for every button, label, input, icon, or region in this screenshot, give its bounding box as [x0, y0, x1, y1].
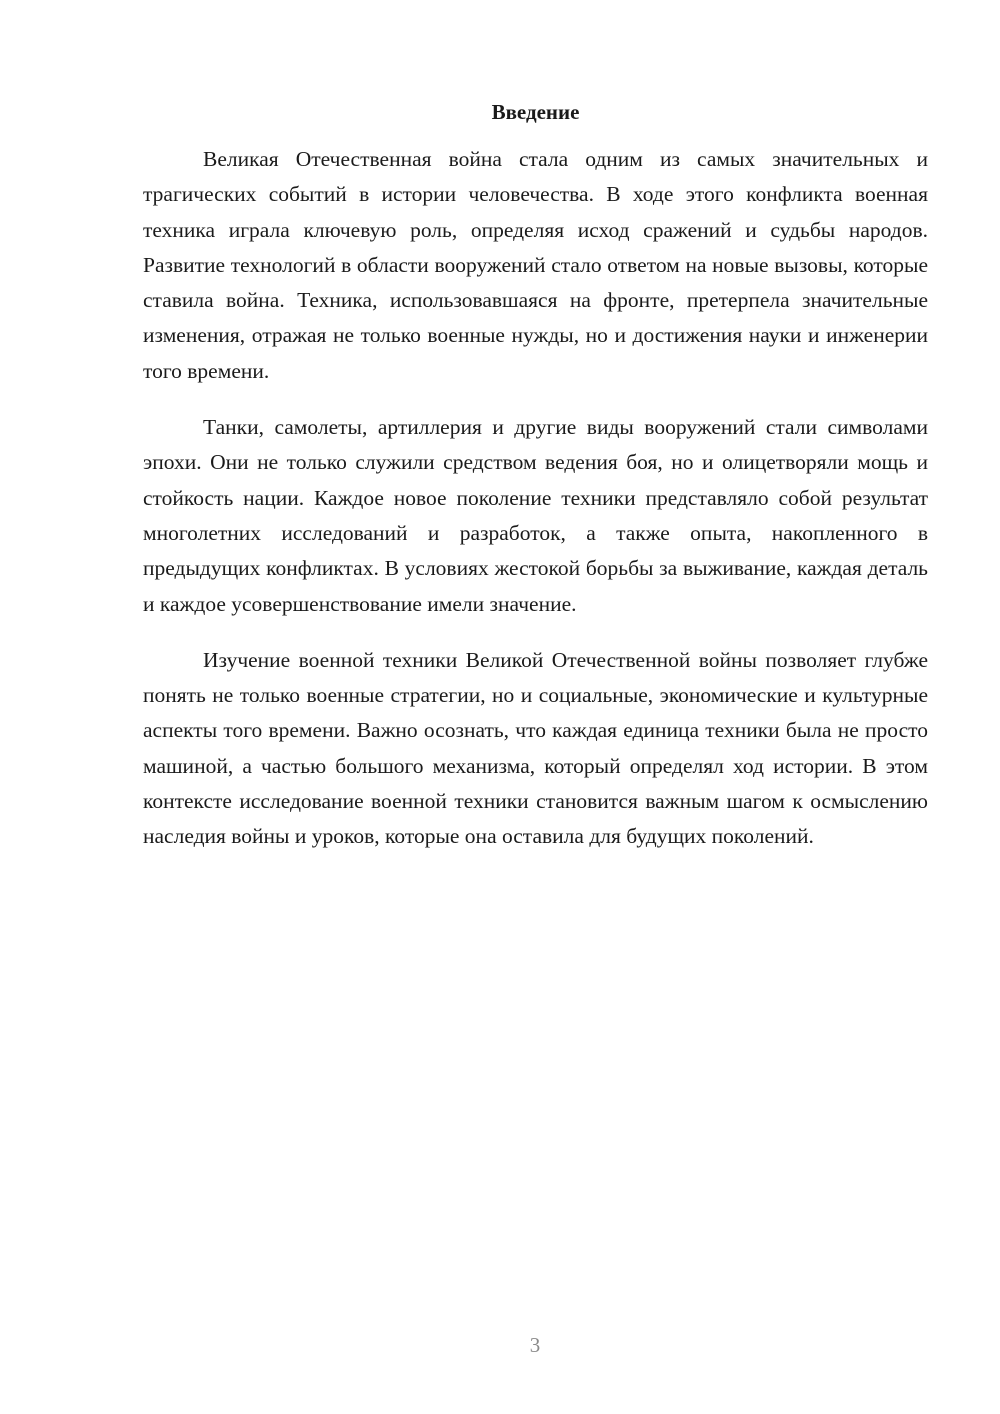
paragraph-3: Изучение военной техники Великой Отечественной войны позволяет глубже понять не только военные стратегии, но и социальные, экономические и культурные аспекты того времени. Важно осознать, что каждая единица техники была не просто машиной, а частью большого механизма, который определял ход истории. В этом контексте исследование военной техники становится важным шагом к осмыслению наследия войны и уроков, которые она оставила для будущих поколений. — [143, 647, 928, 849]
paragraph-2: Танки, самолеты, артиллерия и другие виды вооружений стали символами эпохи. Они не только служили средством ведения боя, но и олицетворяли мощь и стойкость нации. Каждое новое поколение техники представляло собой результат многолетних исследований и разработок, а также опыта, накопленного в предыдущих конфликтах. В условиях жестокой борьбы за выживание, каждая деталь и каждое усовершенствование имели значение. — [143, 415, 928, 616]
page-number: 3 — [529, 1333, 541, 1357]
body-text — [143, 142, 928, 876]
paragraph-1: Великая Отечественная война стала одним из самых значительных и трагических событий в истории человечества. В ходе этого конфликта военная техника играла ключевую роль, определяя исход сражений и судьбы народов. Развитие технологий в области вооружений стало ответом на новые вызовы, которые ставила война. Техника, использовавшаяся на фронте, претерпела значительные изменения, отражая не только военные нужды, но и достижения науки и инженерии того времени. — [143, 147, 928, 383]
section-heading: Введение — [491, 100, 580, 124]
